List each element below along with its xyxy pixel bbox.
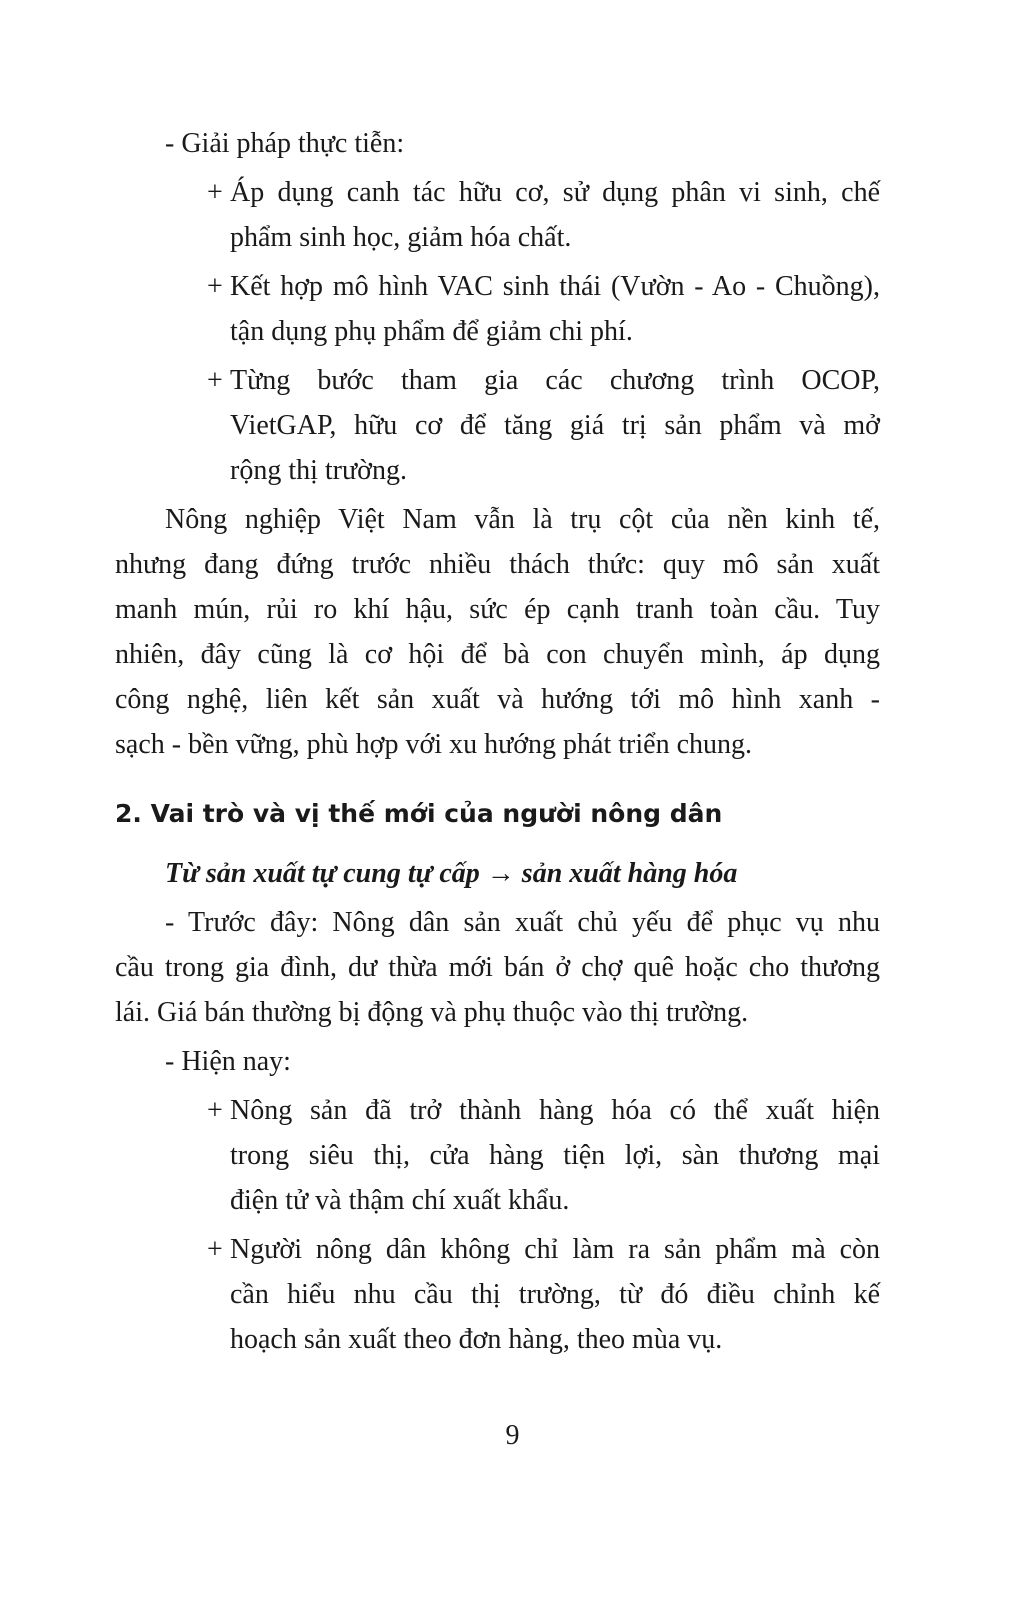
text-line: cần hiểu nhu cầu thị trường, từ đó điều chỉnh kế [230, 1279, 880, 1310]
text-line: trong siêu thị, cửa hàng tiện lợi, sàn thương mại [230, 1140, 880, 1171]
text-line: lái. Giá bán thường bị động và phụ thuộc vào thị trường. [115, 997, 749, 1028]
bullet-item [115, 358, 880, 493]
bullet-item [115, 170, 880, 260]
bullet-plus-marker: + [207, 1234, 223, 1265]
page-number: 9 [505, 1420, 520, 1451]
subsection-heading: Từ sản xuất tự cung tự cấp → sản xuất hàng hóa [165, 858, 738, 889]
text-line: điện tử và thậm chí xuất khẩu. [230, 1185, 570, 1216]
bullet-item [115, 264, 880, 354]
text-line: tận dụng phụ phẩm để giảm chi phí. [230, 316, 633, 347]
dash-item [115, 1039, 880, 1084]
page-body [115, 117, 880, 1362]
text-line: - Giải pháp thực tiễn: [165, 128, 405, 159]
text-line: Nông sản đã trở thành hàng hóa có thể xuất hiện [230, 1095, 880, 1126]
paragraph [115, 900, 880, 1035]
text-line: - Trước đây: Nông dân sản xuất chủ yếu để phục vụ nhu [165, 907, 880, 938]
text-line: - Hiện nay: [165, 1046, 291, 1077]
text-line: manh mún, rủi ro khí hậu, sức ép cạnh tranh toàn cầu. Tuy [115, 594, 880, 625]
bullet-plus-marker: + [207, 177, 223, 208]
text-line: công nghệ, liên kết sản xuất và hướng tới mô hình xanh - [115, 684, 880, 715]
dash-item [115, 121, 880, 166]
text-line: hoạch sản xuất theo đơn hàng, theo mùa vụ. [230, 1324, 723, 1355]
section-heading: 2. Vai trò và vị thế mới của người nông dân [115, 799, 723, 828]
bullet-plus-marker: + [207, 1095, 223, 1126]
text-line: rộng thị trường. [230, 455, 407, 486]
bullet-plus-marker: + [207, 365, 223, 396]
text-line: Người nông dân không chỉ làm ra sản phẩm mà còn [230, 1234, 880, 1265]
text-line: nhiên, đây cũng là cơ hội để bà con chuyển mình, áp dụng [115, 639, 880, 670]
bullet-item [115, 1227, 880, 1362]
text-line: nhưng đang đứng trước nhiều thách thức: quy mô sản xuất [115, 549, 880, 580]
text-line: sạch - bền vững, phù hợp với xu hướng phát triển chung. [115, 729, 752, 760]
text-line: cầu trong gia đình, dư thừa mới bán ở chợ quê hoặc cho thương [115, 952, 880, 983]
text-line: Nông nghiệp Việt Nam vẫn là trụ cột của nền kinh tế, [165, 504, 880, 535]
text-line: Kết hợp mô hình VAC sinh thái (Vườn - Ao - Chuồng), [230, 271, 880, 302]
text-line: Áp dụng canh tác hữu cơ, sử dụng phân vi sinh, chế [230, 177, 880, 208]
text-line: VietGAP, hữu cơ để tăng giá trị sản phẩm và mở [230, 410, 880, 441]
text-line: Từng bước tham gia các chương trình OCOP, [230, 365, 880, 396]
text-line: phẩm sinh học, giảm hóa chất. [230, 222, 572, 253]
paragraph [115, 497, 880, 767]
bullet-item [115, 1088, 880, 1223]
bullet-plus-marker: + [207, 271, 223, 302]
